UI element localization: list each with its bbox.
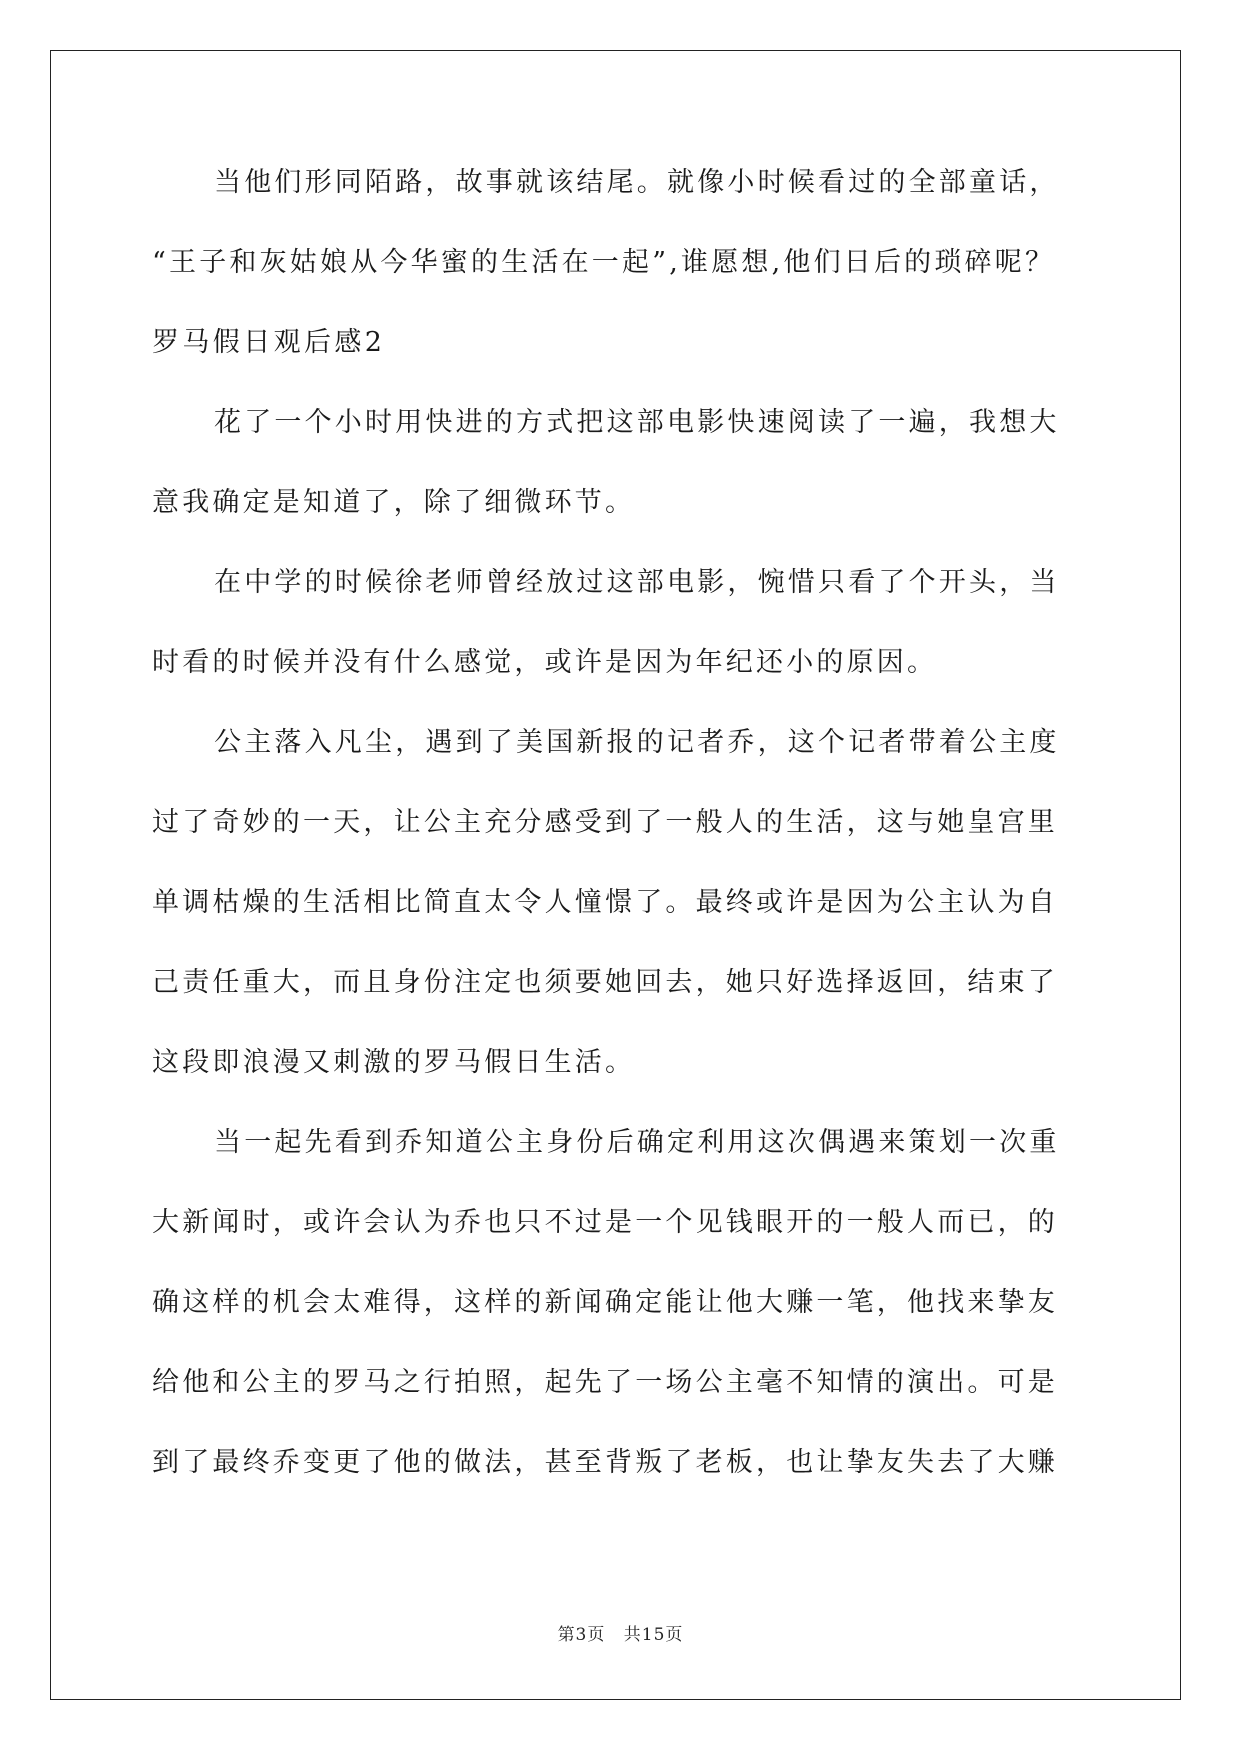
section-heading: 罗马假日观后感2 [152,327,386,358]
page-number: 第3页 [557,1625,606,1645]
text-line: 单调枯燥的生活相比简直太令人憧憬了。最终或许是因为公主认为自 [152,887,1058,918]
text-line: 在中学的时候徐老师曾经放过这部电影，惋惜只看了个开头，当 [214,567,1060,598]
text-line: 这段即浪漫又刺激的罗马假日生活。 [152,1047,636,1078]
text-line: 花了一个小时用快进的方式把这部电影快速阅读了一遍，我想大 [214,407,1060,438]
text-line: 给他和公主的罗马之行拍照，起先了一场公主毫不知情的演出。可是 [152,1367,1058,1398]
text-line: 过了奇妙的一天，让公主充分感受到了一般人的生活，这与她皇宫里 [152,807,1058,838]
text-line: 时看的时候并没有什么感觉，或许是因为年纪还小的原因。 [152,647,938,678]
text-line: “王子和灰姑娘从今华蜜的生活在一起”,谁愿想,他们日后的琐碎呢？ [152,247,1056,278]
text-line: 公主落入凡尘，遇到了美国新报的记者乔，这个记者带着公主度 [214,727,1060,758]
text-line: 到了最终乔变更了他的做法，甚至背叛了老板，也让挚友失去了大赚 [152,1447,1058,1478]
text-line: 当他们形同陌路，故事就该结尾。就像小时候看过的全部童话， [214,167,1060,198]
text-line: 确这样的机会太难得，这样的新闻确定能让他大赚一笔，他找来挚友 [152,1287,1058,1318]
page-total: 共15页 [623,1625,684,1645]
text-line: 己责任重大，而且身份注定也须要她回去，她只好选择返回，结束了 [152,967,1058,998]
document-body [152,158,1092,1518]
text-line: 当一起先看到乔知道公主身份后确定利用这次偶遇来策划一次重 [214,1127,1060,1158]
text-line: 意我确定是知道了，除了细微环节。 [152,487,636,518]
page-footer [0,1620,1241,1645]
text-line: 大新闻时，或许会认为乔也只不过是一个见钱眼开的一般人而已，的 [152,1207,1058,1238]
